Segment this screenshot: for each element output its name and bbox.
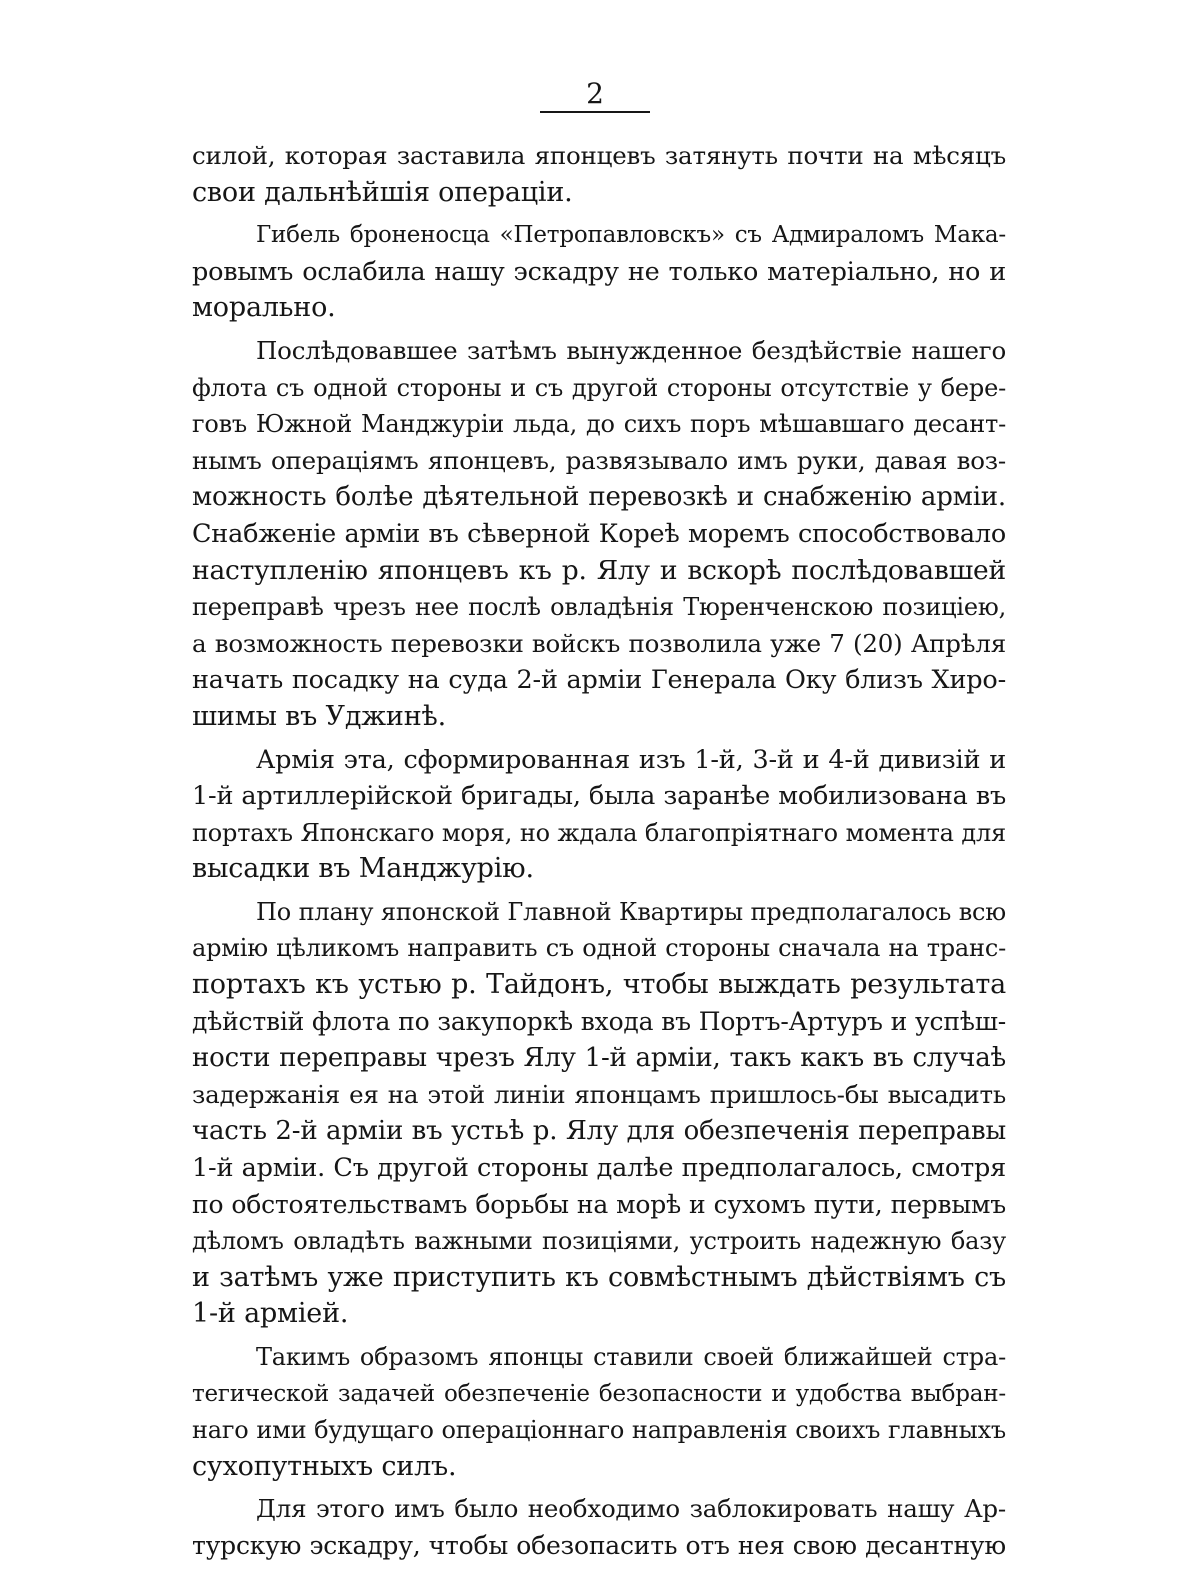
text-line: начать посадку на суда 2-й арміи Генерала Оку близъ Хиро- (192, 665, 1006, 696)
text-line: 1-й артиллерійской бригады, была заранѣе мобилизована въ (192, 781, 1006, 812)
text-line: Для этого имъ было необходимо заблокировать нашу Ар- (256, 1494, 1006, 1524)
text-line: можность болѣе дѣятельной перевозкѣ и снабженію арміи. (192, 482, 1006, 513)
paragraph (192, 894, 1006, 1333)
text-line: дѣйствій флота по закупоркѣ входа въ Портъ-Артуръ и успѣш- (192, 1006, 1006, 1036)
paragraph (192, 138, 1006, 211)
paragraph (192, 333, 1006, 736)
text-line: часть 2-й арміи въ устьѣ р. Ялу для обезпеченія переправы (192, 1116, 1006, 1147)
text-line: Такимъ образомъ японцы ставили своей ближайшей стра- (256, 1343, 1006, 1371)
text-line: ности переправы чрезъ Ялу 1-й арміи, такъ какъ въ случаѣ (192, 1043, 1006, 1074)
text-line: и затѣмъ уже приступить къ совмѣстнымъ дѣйствіямъ съ (192, 1261, 1006, 1293)
text-line: свои дальнѣйшія операціи. (192, 176, 573, 208)
page-number-rule (540, 111, 650, 113)
text-line: тегической задачей обезпеченіе безопасности и удобства выбран- (192, 1380, 1006, 1407)
text-line: Послѣдовавшее затѣмъ вынужденное бездѣйствіе нашего (256, 335, 1006, 365)
text-line: наго ими будущаго операціоннаго направленія своихъ главныхъ (192, 1416, 1006, 1445)
text-line: нымъ операціямъ японцевъ, развязывало имъ руки, давая воз- (192, 445, 1006, 475)
paragraph (192, 742, 1006, 888)
text-line: портахъ къ устью р. Тайдонъ, чтобы выждать результата (192, 969, 1006, 1001)
text-line: шимы въ Уджинѣ. (192, 700, 446, 732)
text-line: дѣломъ овладѣть важными позиціями, устроить надежную базу (192, 1227, 1006, 1256)
text-line: турскую эскадру, чтобы обезопасить отъ нея свою десантную (192, 1530, 1006, 1560)
text-line: По плану японской Главной Квартиры предполагалось всю (256, 897, 1006, 926)
paragraph (192, 1491, 1006, 1564)
text-line: задержанія ея на этой линіи японцамъ пришлось-бы высадить (192, 1079, 1006, 1109)
text-line: Армія эта, сформированная изъ 1-й, 3-й и 4-й дивизій и (256, 744, 1006, 775)
text-line: 1-й арміей. (192, 1298, 349, 1330)
text-line: флота съ одной стороны и съ другой стороны отсутствіе у бере- (192, 373, 1006, 402)
paragraph (192, 1339, 1006, 1485)
text-line: говъ Южной Манджуріи льда, до сихъ поръ мѣшавшаго десант- (192, 410, 1006, 439)
text-line: а возможность перевозки войскъ позволила уже 7 (20) Апрѣля (192, 628, 1006, 658)
text-line: портахъ Японскаго моря, но ждала благопріятнаго момента для (192, 818, 1006, 847)
text-line: ровымъ ослабила нашу эскадру не только матеріально, но и (192, 256, 1006, 287)
text-line: 1-й арміи. Съ другой стороны далѣе предполагалось, смотря (192, 1153, 1006, 1184)
paragraph (192, 217, 1006, 327)
text-line: силой, которая заставила японцевъ затянуть почти на мѣсяцъ (192, 141, 1006, 170)
text-line: высадки въ Манджурію. (192, 853, 534, 885)
page-number: 2 (586, 77, 604, 110)
body-text (192, 138, 1006, 1565)
text-line: переправѣ чрезъ нее послѣ овладѣнія Тюренченскою позиціею, (192, 593, 1006, 622)
text-line: армію цѣликомъ направить съ одной стороны сначала на транс- (192, 934, 1006, 963)
text-line: Снабженіе арміи въ сѣверной Кореѣ моремъ способствовало (192, 518, 1006, 549)
text-line: Гибель броненосца «Петропавловскъ» съ Адмираломъ Мака- (256, 222, 1006, 249)
text-line: сухопутныхъ силъ. (192, 1450, 457, 1482)
text-line: морально. (192, 292, 336, 324)
text-line: по обстоятельствамъ борьбы на морѣ и сухомъ пути, первымъ (192, 1189, 1006, 1219)
text-line: наступленію японцевъ къ р. Ялу и вскорѣ послѣдовавшей (192, 554, 1006, 586)
